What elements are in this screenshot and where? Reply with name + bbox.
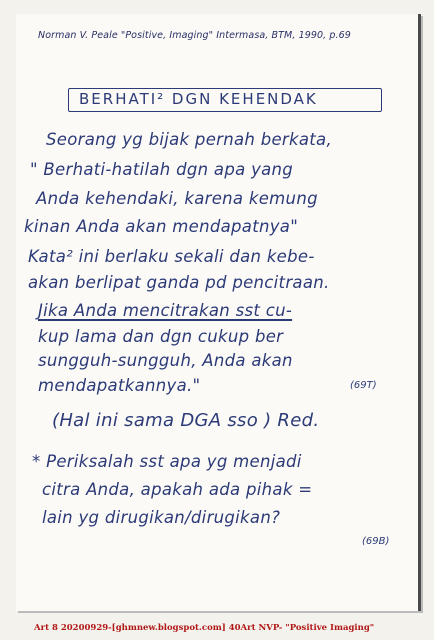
source-citation: Norman V. Peale "Positive, Imaging" Intermasa, BTM, 1990, p.69 [38,30,351,41]
body-line: Kata² ini berlaku sekali dan kebe- [28,247,315,266]
note-title: BERHATI² DGN KEHENDAK [79,90,318,108]
question-line: lain yg dirugikan/dirugikan? [42,508,281,527]
footer-caption: Art 8 20200929-[ghmnew.blogspot.com] 40Art NVP- "Positive Imaging" [34,623,375,633]
body-line: akan berlipat ganda pd pencitraan. [28,273,330,292]
body-line: kinan Anda akan mendapatnya" [24,217,299,236]
note-line: (Hal ini sama DGA sso ) Red. [52,410,320,431]
page-reference: (69B) [362,536,390,547]
question-line: * Periksalah sst apa yg menjadi [32,452,302,471]
body-line: Anda kehendaki, karena kemung [36,189,318,208]
body-line: " Berhati-hatilah dgn apa yang [30,160,294,179]
handwritten-note-paper [16,14,421,611]
body-line: sungguh-sungguh, Anda akan [38,351,293,370]
question-line: citra Anda, apakah ada pihak = [42,480,313,499]
body-line: kup lama dan dgn cukup ber [38,327,284,346]
title-box [68,88,382,112]
body-line: mendapatkannya." [38,376,201,395]
page-reference: (69T) [350,380,377,391]
body-line: Jika Anda mencitrakan sst cu- [38,301,293,320]
body-line: Seorang yg bijak pernah berkata, [46,130,333,149]
